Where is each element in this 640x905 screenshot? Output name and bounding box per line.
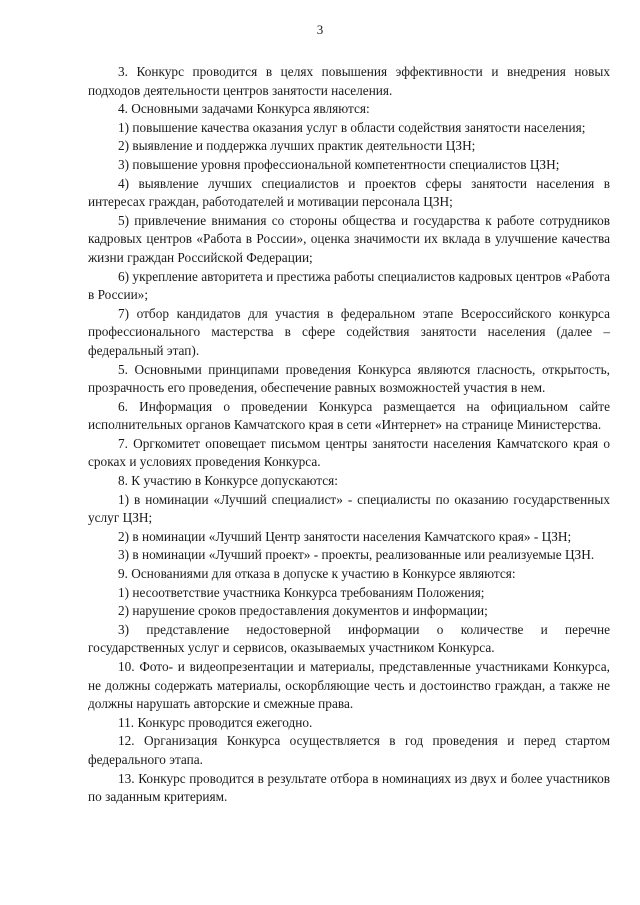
list-item: 6) укрепление авторитета и престижа работы специалистов кадровых центров «Работа в России»; — [88, 268, 610, 303]
document-body — [88, 63, 610, 807]
paragraph: 7. Оргкомитет оповещает письмом центры занятости населения Камчатского края о сроках и условиях проведения Конкурса. — [88, 435, 610, 470]
paragraph: 8. К участию в Конкурсе допускаются: — [118, 473, 338, 489]
paragraph: 3. Конкурс проводится в целях повышения эффективности и внедрения новых подходов деятельности центров занятости населения. — [88, 64, 610, 98]
paragraph: 10. Фото- и видеопрезентации и материалы, представленные участниками Конкурса, не должны содержать материалы, оскорбляющие честь и достоинство граждан, а также не должны нарушать авторские и смежные права. — [88, 659, 610, 712]
paragraph: 5. Основными принципами проведения Конкурса являются гласность, открытость, прозрачность его проведения, обеспечение равных возможностей участия в нем. — [88, 361, 610, 396]
list-item: 2) нарушение сроков предоставления документов и информации; — [118, 603, 488, 619]
list-item: 3) в номинации «Лучший проект» - проекты, реализованные или реализуемые ЦЗН. — [118, 547, 595, 563]
paragraph: 11. Конкурс проводится ежегодно. — [118, 714, 313, 730]
paragraph: 9. Основаниями для отказа в допуске к участию в Конкурсе являются: — [118, 566, 516, 582]
list-item: 4) выявление лучших специалистов и проектов сферы занятости населения в интересах граждан, работодателей и мотивации персонала ЦЗН; — [88, 175, 610, 210]
page-number: 3 — [316, 22, 324, 37]
paragraph: 6. Информация о проведении Конкурса размещается на официальном сайте исполнительных органов Камчатского края в сети «Интернет» на странице Министерства. — [88, 398, 610, 433]
paragraph: 4. Основными задачами Конкурса являются: — [118, 101, 370, 117]
list-item: 1) несоответствие участника Конкурса требованиям Положения; — [118, 584, 485, 600]
list-item: 7) отбор кандидатов для участия в федеральном этапе Всероссийского конкурса профессионального мастерства в сфере содействия занятости населения (далее – федеральный этап). — [88, 305, 610, 358]
paragraph: 13. Конкурс проводится в результате отбора в номинациях из двух и более участников по заданным критериям. — [88, 770, 610, 805]
list-item: 5) привлечение внимания со стороны общества и государства к работе сотрудников кадровых центров «Работа в России», оценка значимости их вклада в улучшение качества жизни граждан Российской Федерации; — [88, 212, 610, 265]
list-item: 1) повышение качества оказания услуг в области содействия занятости населения; — [118, 119, 586, 135]
paragraph: 12. Организация Конкурса осуществляется в год проведения и перед стартом федерального этапа. — [88, 733, 610, 767]
list-item: 1) в номинации «Лучший специалист» - специалисты по оказанию государственных услуг ЦЗН; — [88, 491, 610, 526]
list-item: 3) повышение уровня профессиональной компетентности специалистов ЦЗН; — [118, 156, 560, 172]
list-item: 2) выявление и поддержка лучших практик деятельности ЦЗН; — [118, 138, 476, 154]
list-item: 2) в номинации «Лучший Центр занятости населения Камчатского края» - ЦЗН; — [118, 528, 572, 544]
list-item: 3) представление недостоверной информации о количестве и перечне государственных услуг и сервисов, оказываемых участником Конкурса. — [88, 621, 610, 656]
